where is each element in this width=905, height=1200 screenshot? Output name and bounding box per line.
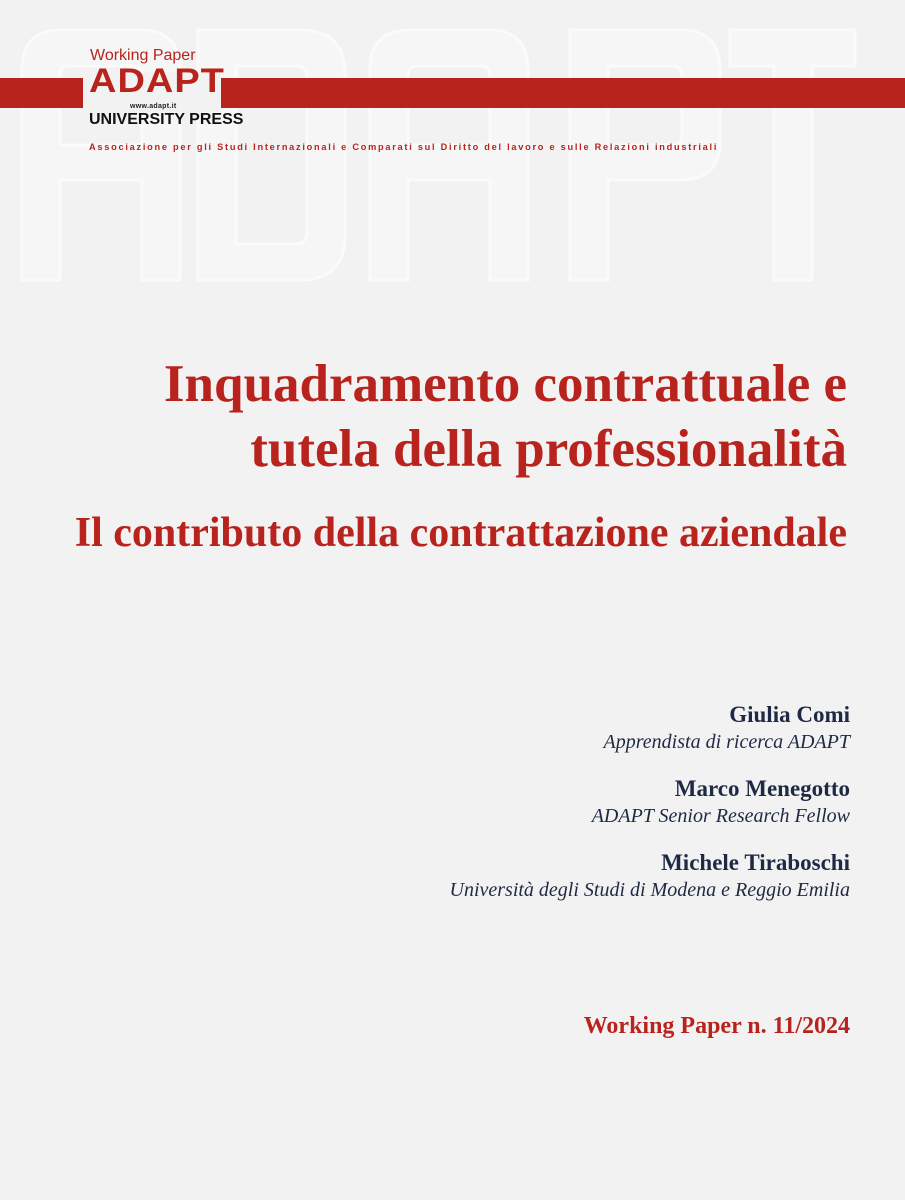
- author-affiliation: Università degli Studi di Modena e Reggio Emilia: [449, 879, 850, 901]
- paper-title: [27, 352, 847, 482]
- association-tagline: Associazione per gli Studi Internazionali e Comparati sul Diritto del lavoro e sulle Relazioni industriali: [89, 142, 719, 152]
- author-entry: [250, 774, 850, 829]
- working-paper-number: Working Paper n. 11/2024: [583, 1013, 850, 1039]
- paper-subtitle: Il contributo della contrattazione aziendale: [74, 510, 847, 556]
- author-name: Michele Tiraboschi: [661, 850, 850, 875]
- adapt-logo-text: ADAPT: [89, 62, 225, 100]
- series-label: Working Paper: [90, 47, 196, 64]
- author-name: Giulia Comi: [729, 702, 850, 727]
- author-entry: [250, 848, 850, 903]
- authors-block: [250, 700, 850, 922]
- author-affiliation: ADAPT Senior Research Fellow: [591, 805, 850, 827]
- title-line-1: Inquadramento contrattuale e: [163, 355, 847, 413]
- author-entry: [250, 700, 850, 755]
- university-press-label: UNIVERSITY PRESS: [89, 111, 244, 128]
- logo-url: www.adapt.it: [130, 103, 177, 110]
- author-affiliation: Apprendista di ricerca ADAPT: [603, 731, 850, 753]
- author-name: Marco Menegotto: [674, 776, 850, 801]
- title-line-2: tutela della professionalità: [250, 420, 847, 478]
